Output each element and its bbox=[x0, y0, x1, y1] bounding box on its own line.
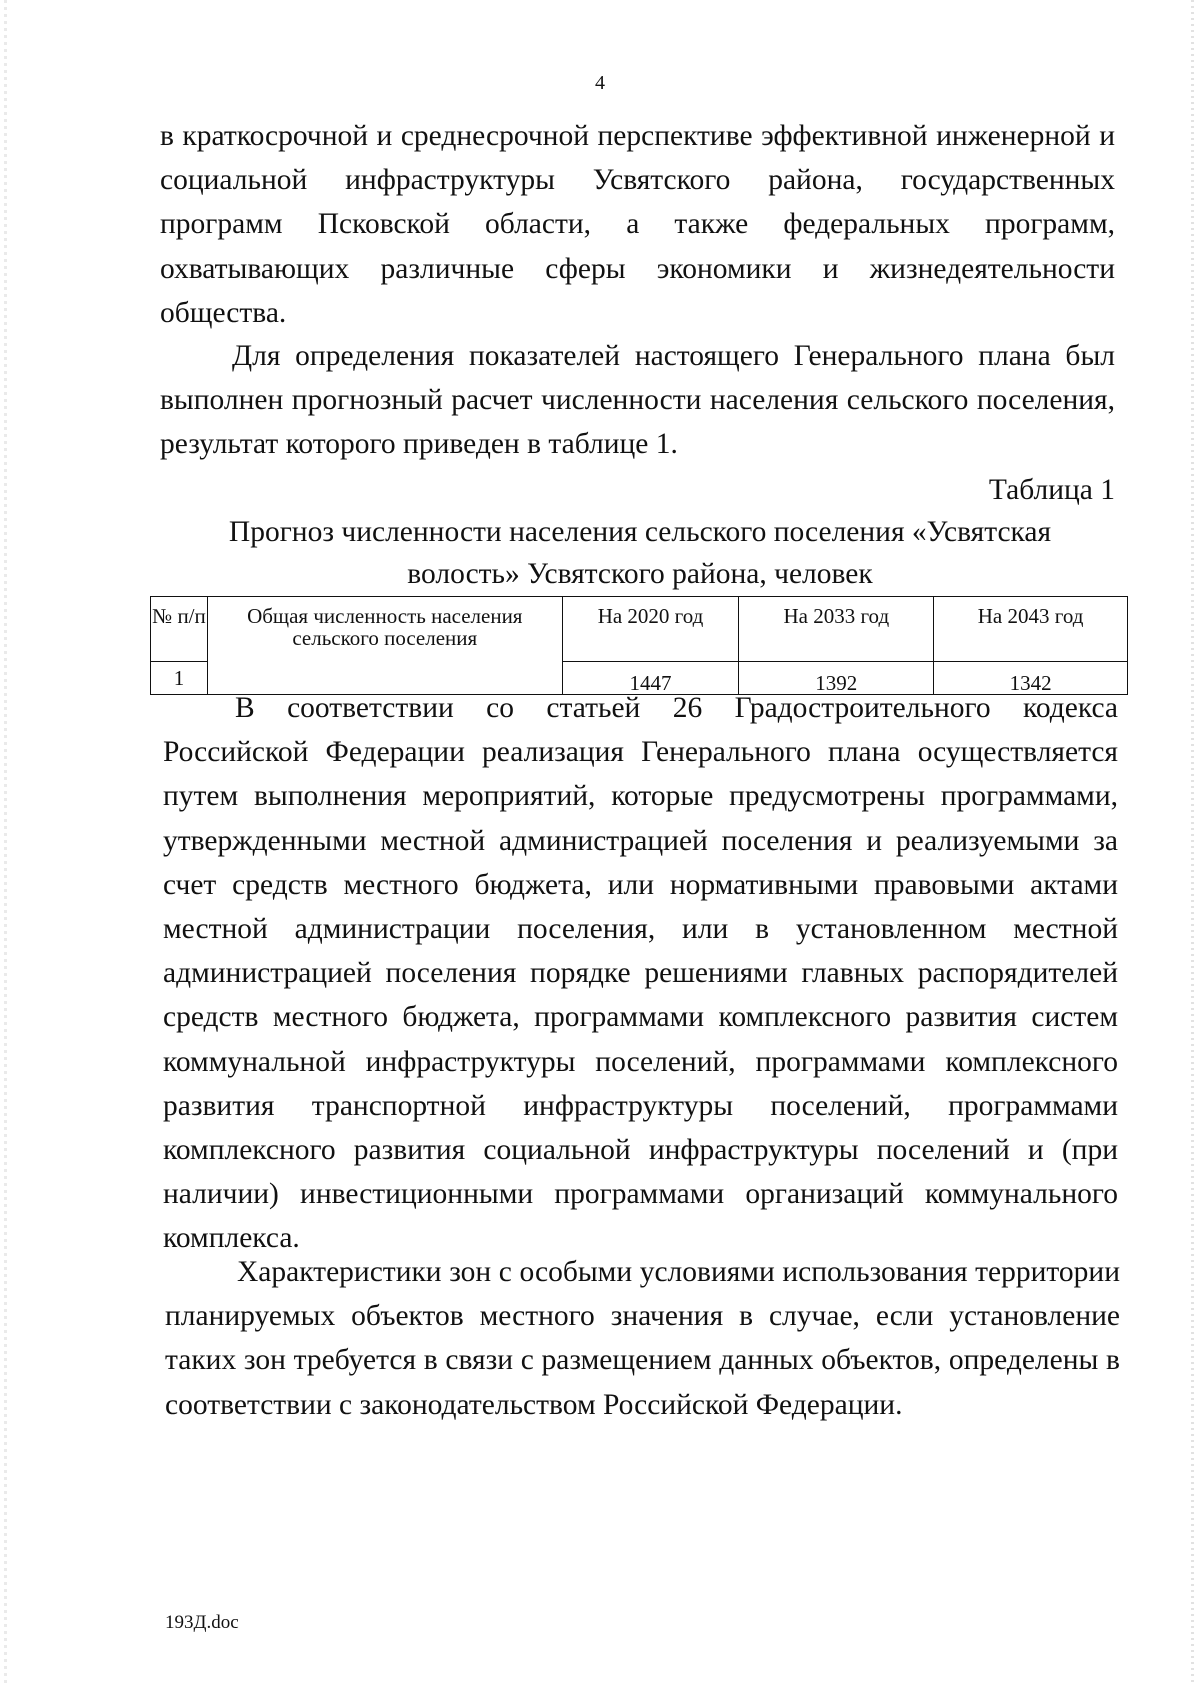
table-header-row bbox=[151, 597, 1128, 662]
paragraph-implementation: В соответствии со статьей 26 Градостроительного кодекса Российской Федерации реализация Генерального плана осуществляется путем выполнения мероприятий, которые предусмотрены программами, утвержденными местной администрацией поселения и реализуемыми за счет средств местного бюджета, или нормативными правовыми актами местной администрации поселения, или в установленном местной администрацией поселения порядке решениями главных распорядителей средств местного бюджета, программами комплексного развития систем коммунальной инфраструктуры поселений, программами комплексного развития транспортной инфраструктуры поселений, программами комплексного развития социальной инфраструктуры поселений и (при наличии) инвестиционными программами организаций коммунального комплекса. bbox=[163, 692, 1118, 1255]
row-cell-2043: 1342 bbox=[934, 662, 1128, 695]
table-label: Таблица 1 bbox=[988, 474, 1115, 506]
header-cell-name: Общая численность населения сельского поселения bbox=[207, 597, 562, 695]
scan-edge-right bbox=[1191, 0, 1194, 1686]
footer-filename: 193Д.doc bbox=[165, 1612, 239, 1633]
population-forecast-table bbox=[150, 596, 1128, 695]
paragraph-zones: Характеристики зон с особыми условиями использования территории планируемых объектов местного значения в случае, если установление таких зон требуется в связи с размещением данных объектов, определены в соответствии с законодательством Российской Федерации. bbox=[165, 1256, 1120, 1421]
row-cell-2033: 1392 bbox=[739, 662, 934, 695]
scan-edge-left bbox=[4, 0, 7, 1686]
paragraph-intro-continuation: в краткосрочной и среднесрочной перспективе эффективной инженерной и социальной инфраструктуры Усвятского района, государственных программ Псковской области, а также федеральных программ, охватывающих различные сферы экономики и жизнедеятельности общества. bbox=[160, 120, 1115, 329]
row-cell-num: 1 bbox=[151, 662, 208, 695]
row-cell-2020: 1447 bbox=[562, 662, 739, 695]
table-title: Прогноз численности населения сельского поселения «Усвятская волость» Усвятского района, человек bbox=[228, 516, 1052, 590]
page-number: 4 bbox=[595, 72, 605, 94]
header-cell-2043: На 2043 год bbox=[934, 597, 1128, 662]
header-cell-2033: На 2033 год bbox=[739, 597, 934, 662]
header-cell-2020: На 2020 год bbox=[562, 597, 739, 662]
paragraph-forecast-calc: Для определения показателей настоящего Генерального плана был выполнен прогнозный расчет численности населения сельского поселения, результат которого приведен в таблице 1. bbox=[160, 340, 1115, 461]
header-cell-num: № п/п bbox=[151, 597, 208, 662]
